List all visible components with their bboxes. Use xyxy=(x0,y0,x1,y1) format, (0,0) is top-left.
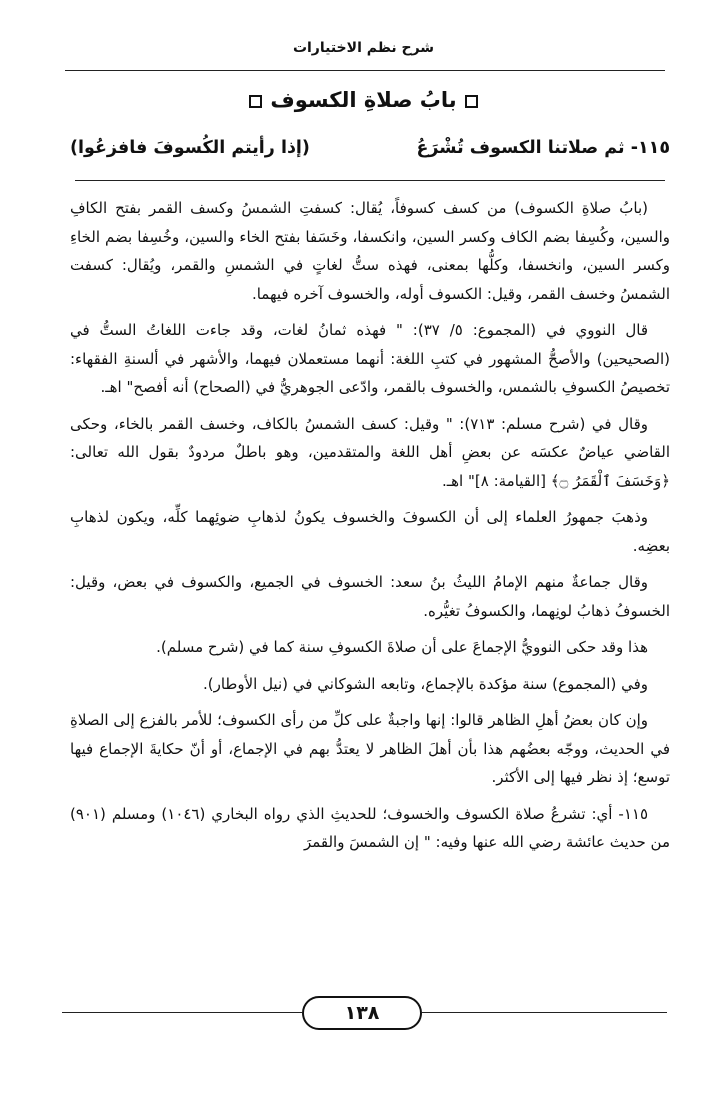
paragraph: (بابُ صلاةِ الكسوف) من كسف كسوفاً، يُقال: كسفتِ الشمسُ وكسف القمر بفتح الكافِ والسين، وكُسِفا بضم الكاف وكسر السين، وانكسفا، وخَسَفا بفتح الخاء والسين، وخُسِفا بضم الخاءِ وكسر السين، وانخسفا، وكلُّها بمعنى، فهذه ستُّ لغاتٍ في الشمسِ والقمر، ويُقال: كسفت الشمسُ وخسف القمر، وقيل: الكسوف أوله، والخسوف آخره فيهما. xyxy=(70,199,670,303)
commentary-body xyxy=(70,194,670,857)
poem-verse xyxy=(70,138,670,158)
chapter-title-text: بابُ صلاةِ الكسوف xyxy=(270,88,457,112)
paragraph: ١١٥- أي: تشرعُ صلاة الكسوف والخسوف؛ للحديثِ الذي رواه البخاري (١٠٤٦) ومسلم (٩٠١) من حديث عائشة رضي الله عنها وفيه: " إن الشمسَ والقمرَ xyxy=(70,804,670,851)
page-number: ١٣٨ xyxy=(302,996,422,1030)
paragraph: وإن كان بعضُ أهلِ الظاهر قالوا: إنها واجبةٌ على كلِّ من رأى الكسوف؛ للأمر بالفزع إلى الصلاةِ في الحديث، ووجّه بعضُهم هذا بأن أهلَ الظاهر لا يعتدُّ بهم في الإجماع، أو أنّ حكايةَ الإجماع فيها توسع؛ إذ نظر فيها إلى الأكثر. xyxy=(70,711,670,786)
verse-divider xyxy=(75,180,665,181)
paragraph: قال النووي في (المجموع: ٥/ ٣٧): " فهذه ثمانُ لغات، وقد جاءت اللغاتُ الستُّ في (الصحيحين) والأصحُّ المشهور في كتبِ اللغة: أنهما مستعملان فيهما، والأشهر في ألسنةِ الفقهاء: تخصيصُ الكسوفِ بالشمس، والخسوف بالقمر، وادّعى الجوهريُّ في (الصحاح) أنه أفصح" اهـ. xyxy=(70,321,670,396)
header-divider xyxy=(65,70,665,71)
verse-second-hemistich: (إذا رأيتم الكُسوفَ فافزعُوا) xyxy=(70,138,310,158)
paragraph: وقال جماعةٌ منهم الإمامُ الليثُ بنُ سعد: الخسوف في الجميع، والكسوف في بعض، وقيل: الخسوفُ ذهابُ لونِهما، والكسوفُ تغيُّره. xyxy=(70,573,670,620)
paragraph: وفي (المجموع) سنة مؤكدة بالإجماع، وتابعه الشوكاني في (نيل الأوطار). xyxy=(202,674,648,693)
footer-divider-right xyxy=(422,1012,667,1013)
verse-first-hemistich: ١١٥- ثم صلاتنا الكسوف تُشْرَعُ xyxy=(416,138,670,158)
paragraph: وذهبَ جمهورُ العلماء إلى أن الكسوفَ والخسوف يكونُ لذهابِ ضوئِهما كلِّه، ويكون لذهابِ بعضِه. xyxy=(70,508,670,555)
square-ornament-icon xyxy=(465,95,478,108)
square-ornament-icon xyxy=(249,95,262,108)
chapter-title xyxy=(0,88,727,112)
paragraph: وقال في (شرح مسلم: ٧١٣): " وقيل: كسف الشمسُ بالكاف، وخسف القمر بالخاء، وحكى القاضي عياضٌ عكسَه عن بعضِ أهل اللغة والمتقدمين، وهو باطلٌ مردودٌ بقول الله تعالى: ﴿وَخَسَفَ ٱلْقَمَرُ ۝﴾ [القيامة: ٨]" اهـ. xyxy=(70,414,670,490)
paragraph: هذا وقد حكى النوويُّ الإجماعَ على أن صلاةَ الكسوفِ سنة كما في (شرح مسلم). xyxy=(156,638,648,656)
running-header: شرح نظم الاختيارات xyxy=(292,40,435,56)
footer-divider-left xyxy=(62,1012,302,1013)
